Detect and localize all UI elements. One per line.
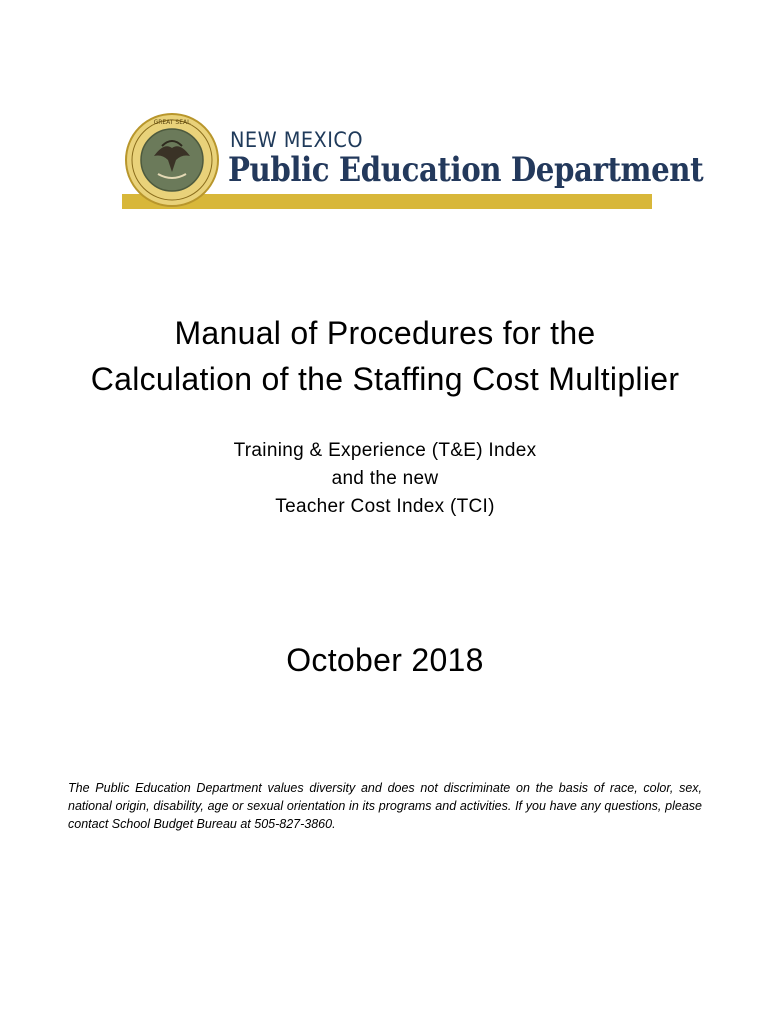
title-line-2: Calculation of the Staffing Cost Multiplier <box>90 361 680 397</box>
svg-text:GREAT SEAL: GREAT SEAL <box>153 119 191 126</box>
org-name-large: Public Education Department <box>228 150 704 190</box>
subtitle-line-3: Teacher Cost Index (TCI) <box>275 496 495 517</box>
document-date: October 2018 <box>286 642 484 678</box>
ped-logo <box>118 112 704 212</box>
nm-state-seal-icon <box>124 112 220 208</box>
org-name-small: NEW MEXICO <box>230 128 364 152</box>
document-subtitle <box>0 437 770 521</box>
document-title <box>0 310 770 402</box>
subtitle-line-2: and the new <box>331 468 439 489</box>
title-line-1: Manual of Procedures for the <box>174 315 596 351</box>
subtitle-line-1: Training & Experience (T&E) Index <box>233 440 537 461</box>
nondiscrimination-disclaimer: The Public Education Department values diversity and does not discriminate on the basis of race, color, sex, national origin, disability, age or sexual orientation in its programs and activities. If you have any questions, please contact School Budget Bureau at 505-827-3860. <box>68 781 702 831</box>
